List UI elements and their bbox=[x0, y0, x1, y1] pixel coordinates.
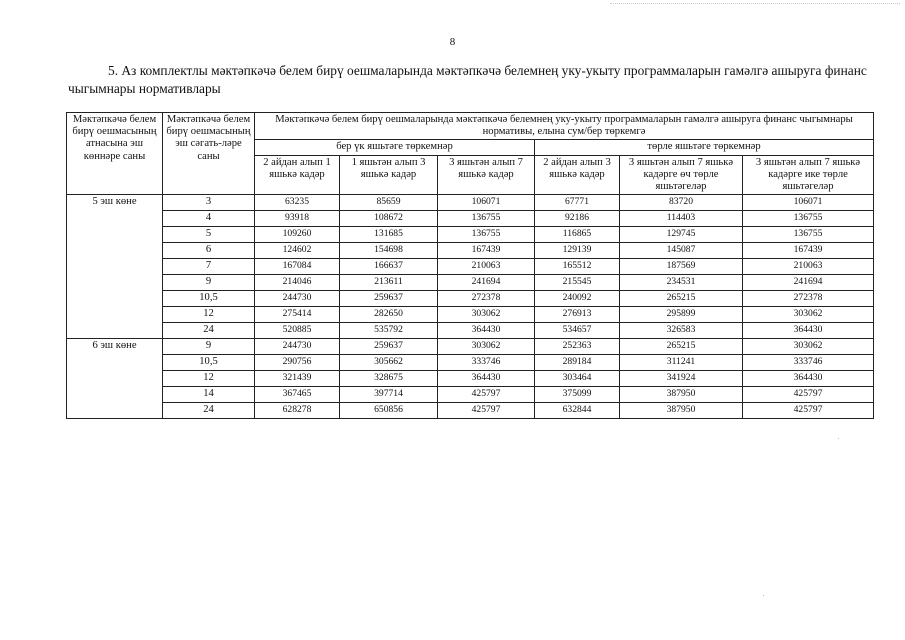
norm-value-cell: 375099 bbox=[535, 387, 620, 403]
norm-value-cell: 272378 bbox=[438, 291, 535, 307]
table-row bbox=[67, 243, 874, 259]
norm-value-cell: 114403 bbox=[620, 211, 743, 227]
norm-value-cell: 106071 bbox=[438, 195, 535, 211]
norm-value-cell: 632844 bbox=[535, 403, 620, 419]
hours-cell: 24 bbox=[163, 323, 255, 339]
norm-value-cell: 303062 bbox=[438, 307, 535, 323]
norms-table bbox=[66, 112, 874, 419]
hours-cell: 9 bbox=[163, 339, 255, 355]
norm-value-cell: 364430 bbox=[438, 323, 535, 339]
norm-value-cell: 425797 bbox=[438, 387, 535, 403]
norm-value-cell: 210063 bbox=[438, 259, 535, 275]
norm-value-cell: 234531 bbox=[620, 275, 743, 291]
norm-value-cell: 92186 bbox=[535, 211, 620, 227]
norm-value-cell: 265215 bbox=[620, 291, 743, 307]
norm-value-cell: 289184 bbox=[535, 355, 620, 371]
norm-value-cell: 187569 bbox=[620, 259, 743, 275]
norm-value-cell: 364430 bbox=[438, 371, 535, 387]
norm-value-cell: 106071 bbox=[743, 195, 874, 211]
norm-value-cell: 333746 bbox=[743, 355, 874, 371]
table-row bbox=[67, 387, 874, 403]
norm-value-cell: 136755 bbox=[438, 227, 535, 243]
norm-value-cell: 311241 bbox=[620, 355, 743, 371]
norm-value-cell: 265215 bbox=[620, 339, 743, 355]
norm-value-cell: 131685 bbox=[340, 227, 438, 243]
norm-value-cell: 167439 bbox=[438, 243, 535, 259]
norm-value-cell: 305662 bbox=[340, 355, 438, 371]
table-row bbox=[67, 339, 874, 355]
norm-value-cell: 259637 bbox=[340, 339, 438, 355]
header-age-col-5: 3 яшьтән алып 7 яшькә кадәрге өч төрле яшьтәгеләр bbox=[620, 155, 743, 195]
header-mixed-age-groups: төрле яшьтәге төркемнәр bbox=[535, 140, 874, 155]
norm-value-cell: 124602 bbox=[255, 243, 340, 259]
norm-value-cell: 83720 bbox=[620, 195, 743, 211]
norm-value-cell: 116865 bbox=[535, 227, 620, 243]
table-row bbox=[67, 259, 874, 275]
hours-cell: 12 bbox=[163, 307, 255, 323]
norm-value-cell: 154698 bbox=[340, 243, 438, 259]
table-row bbox=[67, 275, 874, 291]
norm-value-cell: 367465 bbox=[255, 387, 340, 403]
norm-value-cell: 166637 bbox=[340, 259, 438, 275]
table-row bbox=[67, 307, 874, 323]
norm-value-cell: 364430 bbox=[743, 371, 874, 387]
norm-value-cell: 165512 bbox=[535, 259, 620, 275]
norm-value-cell: 129139 bbox=[535, 243, 620, 259]
norm-value-cell: 387950 bbox=[620, 387, 743, 403]
norm-value-cell: 213611 bbox=[340, 275, 438, 291]
norm-value-cell: 244730 bbox=[255, 291, 340, 307]
norm-value-cell: 67771 bbox=[535, 195, 620, 211]
table-row bbox=[67, 211, 874, 227]
norm-value-cell: 276913 bbox=[535, 307, 620, 323]
norm-value-cell: 136755 bbox=[743, 227, 874, 243]
norm-value-cell: 167084 bbox=[255, 259, 340, 275]
norm-value-cell: 129745 bbox=[620, 227, 743, 243]
hours-cell: 9 bbox=[163, 275, 255, 291]
norm-value-cell: 303062 bbox=[743, 307, 874, 323]
scan-speck bbox=[763, 595, 764, 596]
norm-value-cell: 534657 bbox=[535, 323, 620, 339]
norm-value-cell: 303062 bbox=[438, 339, 535, 355]
norm-value-cell: 63235 bbox=[255, 195, 340, 211]
table-row bbox=[67, 291, 874, 307]
norm-value-cell: 241694 bbox=[438, 275, 535, 291]
table-row bbox=[67, 195, 874, 211]
table-row bbox=[67, 371, 874, 387]
hours-cell: 4 bbox=[163, 211, 255, 227]
norm-value-cell: 303062 bbox=[743, 339, 874, 355]
norm-value-cell: 244730 bbox=[255, 339, 340, 355]
hours-cell: 14 bbox=[163, 387, 255, 403]
norm-value-cell: 85659 bbox=[340, 195, 438, 211]
norm-value-cell: 259637 bbox=[340, 291, 438, 307]
norm-value-cell: 387950 bbox=[620, 403, 743, 419]
workdays-cell: 6 эш көне bbox=[67, 339, 163, 419]
table-row bbox=[67, 323, 874, 339]
norm-value-cell: 364430 bbox=[743, 323, 874, 339]
norm-value-cell: 136755 bbox=[743, 211, 874, 227]
norm-value-cell: 628278 bbox=[255, 403, 340, 419]
norm-value-cell: 240092 bbox=[535, 291, 620, 307]
norm-value-cell: 520885 bbox=[255, 323, 340, 339]
norm-value-cell: 145087 bbox=[620, 243, 743, 259]
section-heading-text: 5. Аз комплектлы мәктәпкәчә белем бирү оешмаларында мәктәпкәчә белемнең уку-укыту программаларын гамәлгә ашыруга финанс чыгымнары нормативлары bbox=[68, 63, 867, 96]
norm-value-cell: 425797 bbox=[438, 403, 535, 419]
norm-value-cell: 535792 bbox=[340, 323, 438, 339]
norm-value-cell: 290756 bbox=[255, 355, 340, 371]
table-row bbox=[67, 227, 874, 243]
norm-value-cell: 252363 bbox=[535, 339, 620, 355]
hours-cell: 5 bbox=[163, 227, 255, 243]
page-number: 8 bbox=[449, 36, 456, 48]
header-norms-group: Мәктәпкәчә белем бирү оешмаларында мәктәпкәчә белемнең уку-укыту программаларын гамәлгә ашыруга финанс чыгымнары нормативы, елына сум/бер төркемгә bbox=[255, 113, 874, 140]
norm-value-cell: 326583 bbox=[620, 323, 743, 339]
norm-value-cell: 282650 bbox=[340, 307, 438, 323]
norm-value-cell: 210063 bbox=[743, 259, 874, 275]
header-age-col-1: 2 айдан алып 1 яшькә кадәр bbox=[255, 155, 340, 195]
header-same-age-groups: бер үк яшьтәге төркемнәр bbox=[255, 140, 535, 155]
norm-value-cell: 341924 bbox=[620, 371, 743, 387]
header-hours: Мәктәпкәчә белем бирү оешмасының эш сәгать-ләре саны bbox=[163, 113, 255, 195]
norm-value-cell: 272378 bbox=[743, 291, 874, 307]
norm-value-cell: 328675 bbox=[340, 371, 438, 387]
norm-value-cell: 241694 bbox=[743, 275, 874, 291]
norm-value-cell: 93918 bbox=[255, 211, 340, 227]
hours-cell: 7 bbox=[163, 259, 255, 275]
norm-value-cell: 109260 bbox=[255, 227, 340, 243]
norm-value-cell: 136755 bbox=[438, 211, 535, 227]
header-workdays: Мәктәпкәчә белем бирү оешмасының атнасына эш көннәре саны bbox=[67, 113, 163, 195]
norm-value-cell: 425797 bbox=[743, 387, 874, 403]
norm-value-cell: 303464 bbox=[535, 371, 620, 387]
table-row bbox=[67, 355, 874, 371]
norm-value-cell: 214046 bbox=[255, 275, 340, 291]
hours-cell: 10,5 bbox=[163, 355, 255, 371]
norm-value-cell: 397714 bbox=[340, 387, 438, 403]
hours-cell: 6 bbox=[163, 243, 255, 259]
norm-value-cell: 321439 bbox=[255, 371, 340, 387]
header-age-col-3: 3 яшьтән алып 7 яшькә кадәр bbox=[438, 155, 535, 195]
section-heading bbox=[68, 62, 876, 98]
header-age-col-2: 1 яшьтән алып 3 яшькә кадәр bbox=[340, 155, 438, 195]
norm-value-cell: 167439 bbox=[743, 243, 874, 259]
norm-value-cell: 333746 bbox=[438, 355, 535, 371]
scan-speck bbox=[838, 438, 839, 439]
norm-value-cell: 650856 bbox=[340, 403, 438, 419]
scan-top-rule bbox=[610, 3, 900, 4]
header-age-col-6: 3 яшьтән алып 7 яшькә кадәрге ике төрле яшьтәгеләр bbox=[743, 155, 874, 195]
table-row bbox=[67, 403, 874, 419]
norm-value-cell: 295899 bbox=[620, 307, 743, 323]
norms-table-body bbox=[67, 195, 874, 419]
norm-value-cell: 275414 bbox=[255, 307, 340, 323]
workdays-cell: 5 эш көне bbox=[67, 195, 163, 339]
norm-value-cell: 215545 bbox=[535, 275, 620, 291]
hours-cell: 3 bbox=[163, 195, 255, 211]
header-age-col-4: 2 айдан алып 3 яшькә кадәр bbox=[535, 155, 620, 195]
norm-value-cell: 425797 bbox=[743, 403, 874, 419]
hours-cell: 10,5 bbox=[163, 291, 255, 307]
hours-cell: 24 bbox=[163, 403, 255, 419]
norm-value-cell: 108672 bbox=[340, 211, 438, 227]
hours-cell: 12 bbox=[163, 371, 255, 387]
